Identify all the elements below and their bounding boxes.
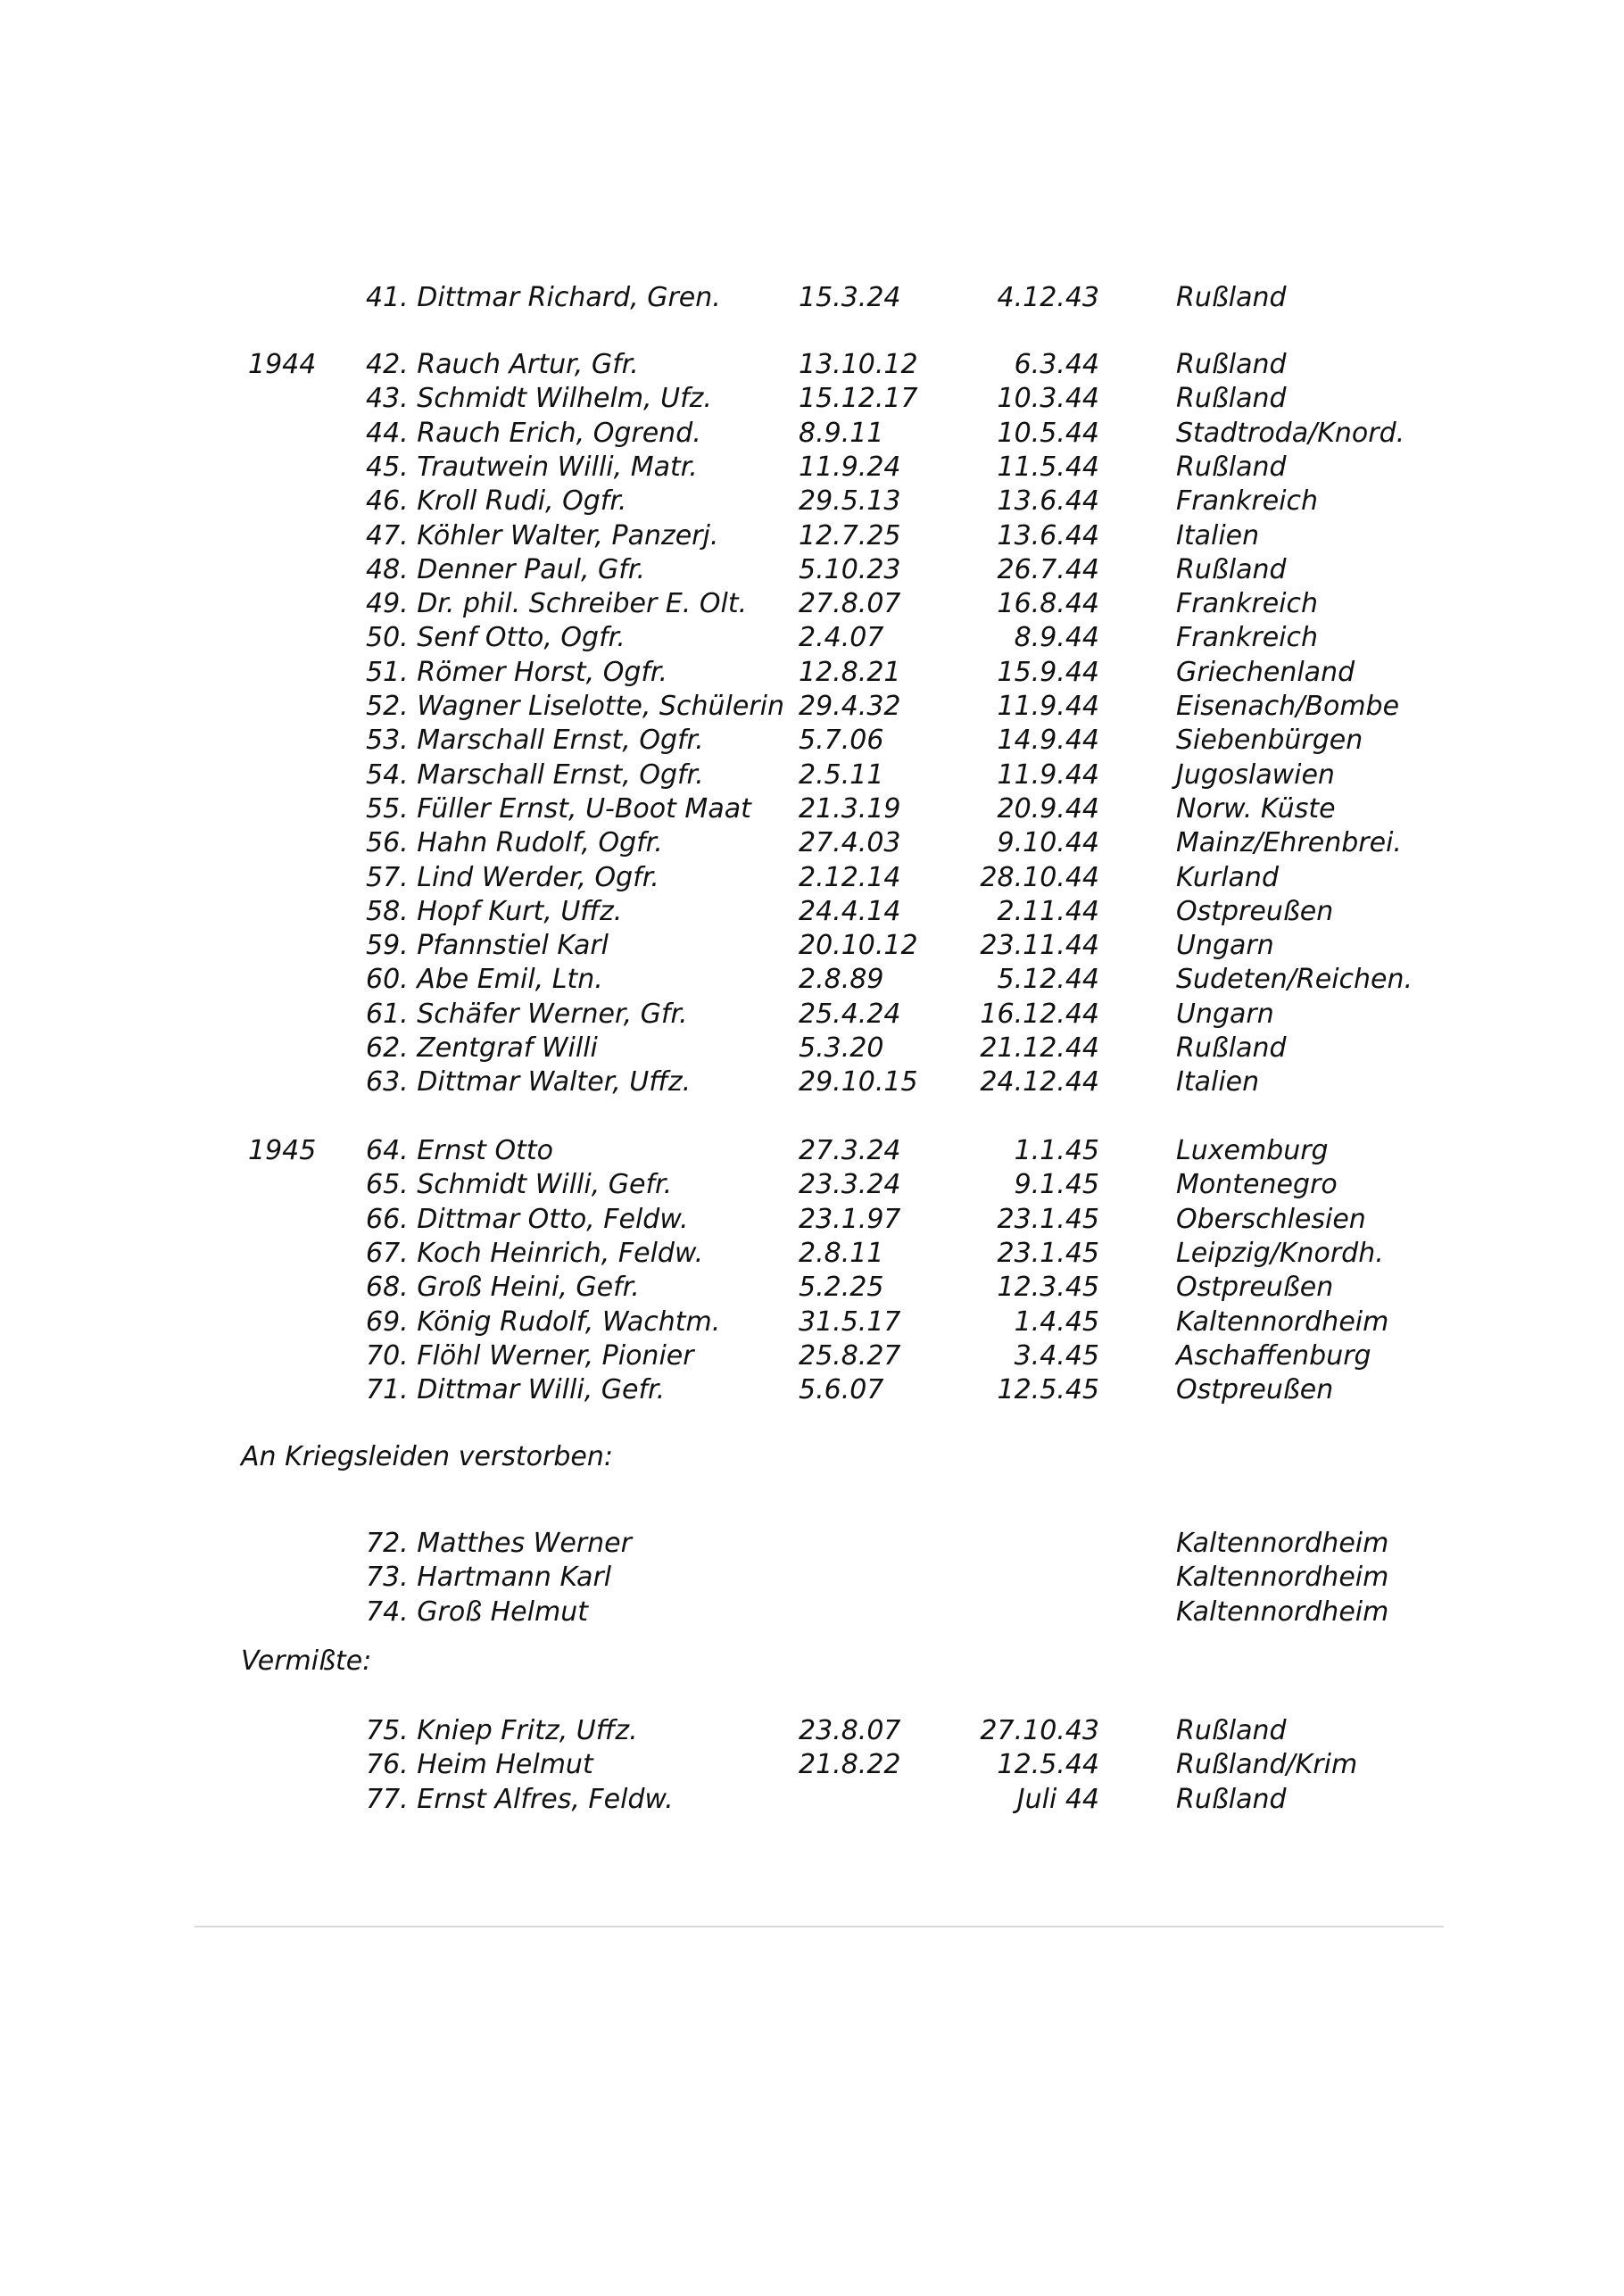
row-place: Leipzig/Knordh. — [1176, 1237, 1384, 1269]
row-entry: 66. Dittmar Otto, Feldw. — [366, 1203, 689, 1235]
row-entry: 50. Senf Otto, Ogfr. — [366, 622, 626, 654]
list-row — [0, 1202, 1624, 1238]
row-place: Stadtroda/Knord. — [1176, 417, 1405, 449]
list-row — [0, 1236, 1624, 1272]
row-died: 2.11.44 — [997, 895, 1099, 927]
row-born: 31.5.17 — [799, 1305, 901, 1338]
row-entry: 60. Abe Emil, Ltn. — [366, 964, 603, 996]
row-place: Italien — [1176, 519, 1260, 551]
row-entry: 72. Matthes Werner — [366, 1528, 632, 1559]
row-entry: 48. Denner Paul, Gfr. — [366, 553, 645, 585]
row-place: Eisenach/Bombe — [1176, 691, 1400, 722]
row-born: 11.9.24 — [799, 451, 901, 483]
list-row — [0, 381, 1624, 417]
list-row — [0, 1031, 1624, 1066]
row-entry: 61. Schäfer Werner, Gfr. — [366, 998, 688, 1030]
row-died: 8.9.44 — [1014, 622, 1099, 654]
row-died: 21.12.44 — [980, 1032, 1099, 1064]
row-entry: 77. Ernst Alfres, Feldw. — [366, 1783, 674, 1815]
row-entry: 67. Koch Heinrich, Feldw. — [366, 1237, 704, 1269]
row-died: 15.9.44 — [997, 656, 1099, 688]
row-died: 10.3.44 — [997, 383, 1099, 415]
list-row — [0, 1305, 1624, 1340]
row-born: 2.8.11 — [799, 1237, 884, 1269]
list-row — [0, 1270, 1624, 1305]
row-died: 23.1.45 — [997, 1203, 1099, 1235]
list-row — [0, 758, 1624, 793]
row-place: Jugoslawien — [1176, 758, 1335, 791]
row-entry: 59. Pfannstiel Karl — [366, 930, 609, 962]
row-entry: 43. Schmidt Wilhelm, Ufz. — [366, 383, 712, 415]
row-place: Ostpreußen — [1176, 1374, 1334, 1406]
list-row — [0, 1133, 1624, 1169]
section-heading: Vermißte: — [241, 1645, 372, 1677]
row-born: 13.10.12 — [799, 349, 918, 380]
row-place: Norw. Küste — [1176, 792, 1336, 825]
row-died: 1.1.45 — [1014, 1135, 1099, 1166]
list-row — [0, 1595, 1624, 1630]
row-born: 29.10.15 — [799, 1066, 918, 1098]
row-place: Rußland/Krim — [1176, 1749, 1358, 1781]
row-place: Sudeten/Reichen. — [1176, 964, 1413, 996]
list-row — [0, 280, 1624, 316]
row-born: 15.12.17 — [799, 383, 918, 415]
row-place: Kaltennordheim — [1176, 1305, 1389, 1338]
row-entry: 54. Marschall Ernst, Ogfr. — [366, 758, 704, 791]
page-divider — [195, 1926, 1444, 1927]
row-born: 27.8.07 — [799, 588, 901, 620]
row-born: 25.8.27 — [799, 1339, 901, 1372]
row-place: Rußland — [1176, 349, 1287, 380]
row-died: 23.1.45 — [997, 1237, 1099, 1269]
list-row — [0, 416, 1624, 452]
list-row — [0, 1713, 1624, 1749]
row-born: 27.3.24 — [799, 1135, 901, 1166]
row-place: Kaltennordheim — [1176, 1562, 1389, 1594]
row-place: Siebenbürgen — [1176, 725, 1363, 757]
row-place: Rußland — [1176, 1032, 1287, 1064]
row-place: Ungarn — [1176, 998, 1274, 1030]
row-died: 16.8.44 — [997, 588, 1099, 620]
row-died: Juli 44 — [1016, 1783, 1099, 1815]
row-place: Montenegro — [1176, 1169, 1338, 1201]
list-row — [0, 825, 1624, 861]
row-born: 12.8.21 — [799, 656, 901, 688]
list-row — [0, 552, 1624, 588]
row-died: 10.5.44 — [997, 417, 1099, 449]
row-died: 27.10.43 — [980, 1715, 1099, 1746]
row-entry: 69. König Rudolf, Wachtm. — [366, 1305, 721, 1338]
row-died: 9.10.44 — [997, 827, 1099, 859]
row-born: 2.12.14 — [799, 861, 901, 893]
row-born: 2.5.11 — [799, 758, 884, 791]
row-born: 5.2.25 — [799, 1272, 884, 1304]
row-entry: 75. Kniep Fritz, Uffz. — [366, 1715, 638, 1746]
list-row — [0, 1747, 1624, 1783]
row-entry: 57. Lind Werder, Ogfr. — [366, 861, 659, 893]
row-place: Rußland — [1176, 282, 1287, 313]
row-born: 21.8.22 — [799, 1749, 901, 1781]
list-row — [0, 894, 1624, 930]
row-died: 11.9.44 — [997, 758, 1099, 791]
row-entry: 53. Marschall Ernst, Ogfr. — [366, 725, 704, 757]
row-died: 26.7.44 — [997, 553, 1099, 585]
row-entry: 55. Füller Ernst, U-Boot Maat — [366, 792, 751, 825]
row-entry: 47. Köhler Walter, Panzerj. — [366, 519, 719, 551]
row-died: 28.10.44 — [980, 861, 1099, 893]
row-year: 1945 — [248, 1135, 317, 1166]
row-born: 24.4.14 — [799, 895, 901, 927]
row-entry: 63. Dittmar Walter, Uffz. — [366, 1066, 692, 1098]
row-born: 20.10.12 — [799, 930, 918, 962]
row-entry: 44. Rauch Erich, Ogrend. — [366, 417, 701, 449]
list-row — [0, 1167, 1624, 1203]
row-place: Oberschlesien — [1176, 1203, 1366, 1235]
row-entry: 73. Hartmann Karl — [366, 1562, 612, 1594]
row-place: Kurland — [1176, 861, 1279, 893]
list-row — [0, 1526, 1624, 1562]
section-heading: An Kriegsleiden verstorben: — [241, 1441, 613, 1472]
row-entry: 46. Kroll Rudi, Ogfr. — [366, 485, 627, 518]
row-place: Rußland — [1176, 1783, 1287, 1815]
row-entry: 76. Heim Helmut — [366, 1749, 593, 1781]
row-died: 11.5.44 — [997, 451, 1099, 483]
row-died: 4.12.43 — [997, 282, 1099, 313]
row-born: 27.4.03 — [799, 827, 901, 859]
row-died: 23.11.44 — [980, 930, 1099, 962]
row-died: 12.5.45 — [997, 1374, 1099, 1406]
row-place: Aschaffenburg — [1176, 1339, 1371, 1372]
list-row — [0, 620, 1624, 656]
row-born: 15.3.24 — [799, 282, 901, 313]
list-row — [0, 860, 1624, 896]
list-row — [0, 792, 1624, 827]
row-place: Kaltennordheim — [1176, 1596, 1389, 1628]
list-row — [0, 1782, 1624, 1818]
row-died: 14.9.44 — [997, 725, 1099, 757]
row-place: Ostpreußen — [1176, 1272, 1334, 1304]
list-row — [0, 997, 1624, 1032]
list-row — [0, 1065, 1624, 1100]
row-born: 5.10.23 — [799, 553, 901, 585]
row-entry: 64. Ernst Otto — [366, 1135, 553, 1166]
row-entry: 58. Hopf Kurt, Uffz. — [366, 895, 623, 927]
list-row — [0, 347, 1624, 383]
row-place: Ostpreußen — [1176, 895, 1334, 927]
row-year: 1944 — [248, 349, 317, 380]
row-died: 1.4.45 — [1014, 1305, 1099, 1338]
row-entry: 65. Schmidt Willi, Gefr. — [366, 1169, 673, 1201]
list-row — [0, 1560, 1624, 1596]
list-row — [0, 689, 1624, 725]
row-born: 2.8.89 — [799, 964, 884, 996]
list-row — [0, 450, 1624, 485]
row-died: 24.12.44 — [980, 1066, 1099, 1098]
row-place: Griechenland — [1176, 656, 1355, 688]
row-died: 9.1.45 — [1014, 1169, 1099, 1201]
row-died: 12.3.45 — [997, 1272, 1099, 1304]
row-place: Rußland — [1176, 383, 1287, 415]
row-place: Mainz/Ehrenbrei. — [1176, 827, 1402, 859]
row-died: 16.12.44 — [980, 998, 1099, 1030]
row-place: Ungarn — [1176, 930, 1274, 962]
row-born: 29.4.32 — [799, 691, 901, 722]
list-row — [0, 1339, 1624, 1374]
row-born: 2.4.07 — [799, 622, 884, 654]
list-row — [0, 655, 1624, 691]
row-place: Italien — [1176, 1066, 1260, 1098]
row-place: Frankreich — [1176, 622, 1318, 654]
row-died: 13.6.44 — [997, 519, 1099, 551]
list-row — [0, 586, 1624, 622]
row-entry: 74. Groß Helmut — [366, 1596, 588, 1628]
row-entry: 49. Dr. phil. Schreiber E. Olt. — [366, 588, 748, 620]
row-entry: 41. Dittmar Richard, Gren. — [366, 282, 721, 313]
list-row — [0, 723, 1624, 758]
row-born: 12.7.25 — [799, 519, 901, 551]
row-entry: 42. Rauch Artur, Gfr. — [366, 349, 639, 380]
row-born: 23.1.97 — [799, 1203, 901, 1235]
row-born: 5.7.06 — [799, 725, 884, 757]
row-died: 20.9.44 — [997, 792, 1099, 825]
row-place: Luxemburg — [1176, 1135, 1329, 1166]
row-born: 5.3.20 — [799, 1032, 884, 1064]
row-place: Rußland — [1176, 451, 1287, 483]
row-born: 25.4.24 — [799, 998, 901, 1030]
row-place: Rußland — [1176, 553, 1287, 585]
row-died: 13.6.44 — [997, 485, 1099, 518]
row-place: Kaltennordheim — [1176, 1528, 1389, 1559]
row-died: 12.5.44 — [997, 1749, 1099, 1781]
row-place: Rußland — [1176, 1715, 1287, 1746]
row-died: 5.12.44 — [997, 964, 1099, 996]
row-born: 23.3.24 — [799, 1169, 901, 1201]
list-row — [0, 962, 1624, 998]
row-entry: 68. Groß Heini, Gefr. — [366, 1272, 640, 1304]
row-entry: 52. Wagner Liselotte, Schülerin — [366, 691, 784, 722]
list-row — [0, 928, 1624, 964]
row-died: 3.4.45 — [1014, 1339, 1099, 1372]
row-place: Frankreich — [1176, 588, 1318, 620]
row-entry: 70. Flöhl Werner, Pionier — [366, 1339, 694, 1372]
row-entry: 45. Trautwein Willi, Matr. — [366, 451, 698, 483]
row-born: 21.3.19 — [799, 792, 901, 825]
row-entry: 71. Dittmar Willi, Gefr. — [366, 1374, 666, 1406]
row-died: 6.3.44 — [1014, 349, 1099, 380]
row-born: 8.9.11 — [799, 417, 884, 449]
list-row — [0, 484, 1624, 519]
row-entry: 62. Zentgraf Willi — [366, 1032, 598, 1064]
row-born: 29.5.13 — [799, 485, 901, 518]
row-born: 5.6.07 — [799, 1374, 884, 1406]
row-entry: 56. Hahn Rudolf, Ogfr. — [366, 827, 663, 859]
list-row — [0, 1372, 1624, 1408]
row-died: 11.9.44 — [997, 691, 1099, 722]
list-row — [0, 518, 1624, 554]
row-place: Frankreich — [1176, 485, 1318, 518]
row-born: 23.8.07 — [799, 1715, 901, 1746]
row-entry: 51. Römer Horst, Ogfr. — [366, 656, 668, 688]
